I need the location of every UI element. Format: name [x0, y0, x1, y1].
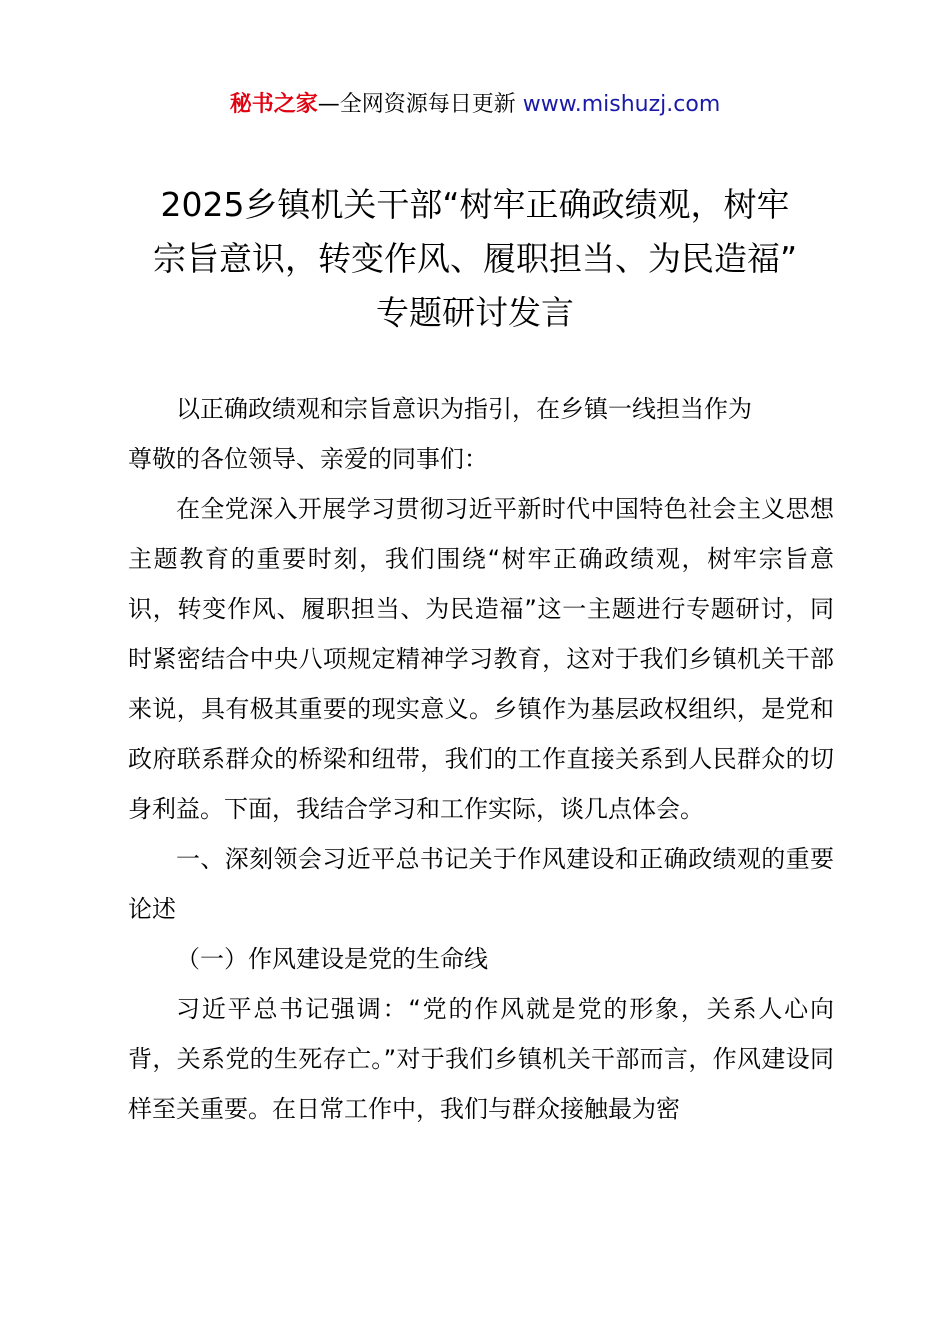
document-body	[128, 384, 834, 1134]
brand-name: 秘书之家	[229, 92, 318, 117]
document-title	[110, 178, 840, 340]
title-line-1: 2025乡镇机关干部“树牢正确政绩观，树牢	[160, 185, 790, 224]
site-header	[0, 88, 950, 122]
title-line-3: 专题研讨发言	[376, 293, 574, 332]
subsection-heading-1: （一）作风建设是党的生命线	[176, 945, 488, 973]
site-url-link[interactable]: www.mishuzj.com	[522, 92, 721, 117]
paragraph-quote: 习近平总书记强调：“党的作风就是党的形象，关系人心向背，关系党的生死存亡。”对于我们乡镇机关干部而言，作风建设同样至关重要。在日常工作中，我们与群众接触最为密	[128, 995, 834, 1123]
salutation: 尊敬的各位领导、亲爱的同事们：	[128, 445, 488, 473]
paragraph-opening: 在全党深入开展学习贯彻习近平新时代中国特色社会主义思想主题教育的重要时刻，我们围绕“树牢正确政绩观，树牢宗旨意识，转变作风、履职担当、为民造福”这一主题进行专题研讨，同时紧密结合中央八项规定精神学习教育，这对于我们乡镇机关干部来说，具有极其重要的现实意义。乡镇作为基层政权组织，是党和政府联系群众的桥梁和纽带，我们的工作直接关系到人民群众的切身利益。下面，我结合学习和工作实际，谈几点体会。	[128, 495, 834, 823]
title-line-2: 宗旨意识，转变作风、履职担当、为民造福”	[152, 239, 798, 278]
header-tagline: —全网资源每日更新	[317, 92, 523, 117]
section-heading-1: 一、深刻领会习近平总书记关于作风建设和正确政绩观的重要论述	[128, 845, 834, 923]
intro-heading: 以正确政绩观和宗旨意识为指引，在乡镇一线担当作为	[176, 395, 752, 423]
